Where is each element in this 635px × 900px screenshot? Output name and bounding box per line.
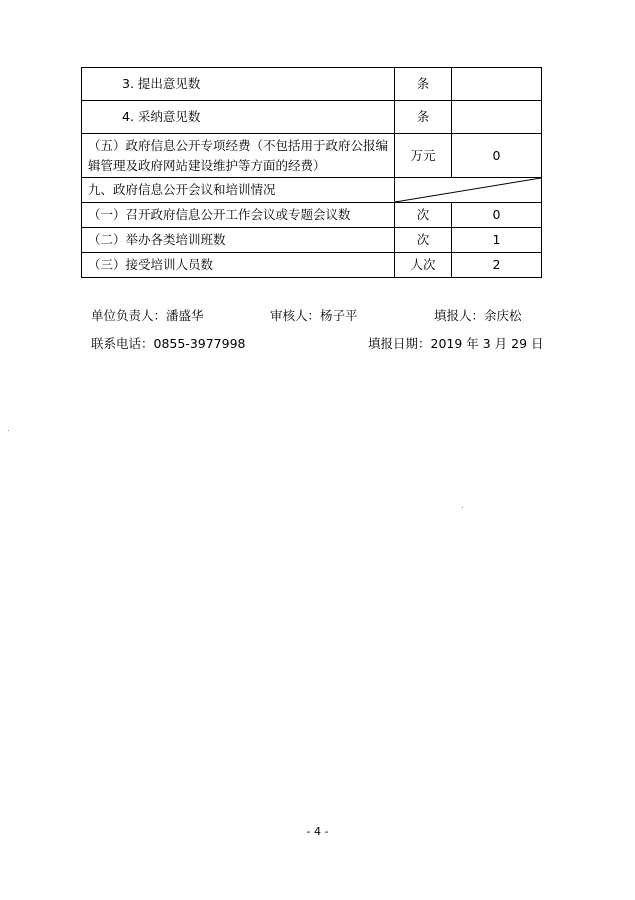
table-row [82, 253, 542, 278]
contact-phone: 联系电话：0855-3977998 [91, 336, 246, 351]
table-row [82, 68, 542, 101]
scan-speck [8, 430, 9, 431]
diagonal-line [395, 178, 541, 202]
row-item-label: （一）召开政府信息公开工作会议或专题会议数 [82, 203, 395, 228]
row-item-label: （五）政府信息公开专项经费（不包括用于政府公报编辑管理及政府网站建设维护等方面的经费） [82, 134, 395, 178]
row-unit: 人次 [395, 253, 452, 278]
table-row [82, 134, 542, 178]
statistics-table [81, 67, 542, 278]
row-unit: 条 [395, 101, 452, 134]
row-unit: 次 [395, 228, 452, 253]
table-row [82, 228, 542, 253]
row-item-label: 3. 提出意见数 [82, 68, 395, 101]
row-value [452, 68, 542, 101]
row-value: 2 [452, 253, 542, 278]
filler: 填报人：余庆松 [434, 308, 522, 323]
row-item-label: （三）接受培训人员数 [82, 253, 395, 278]
row-unit: 万元 [395, 134, 452, 178]
diagonal-cell [395, 178, 542, 203]
row-item-label: 4. 采纳意见数 [82, 101, 395, 134]
row-item-label: （二）举办各类培训班数 [82, 228, 395, 253]
reviewer: 审核人：杨子平 [270, 308, 358, 323]
section-title: 九、政府信息公开会议和培训情况 [82, 178, 395, 203]
fill-date: 填报日期：2019 年 3 月 29 日 [368, 336, 544, 351]
section-header-row [82, 178, 542, 203]
row-value: 0 [452, 134, 542, 178]
page-number: - 4 - [306, 825, 329, 838]
row-unit: 次 [395, 203, 452, 228]
row-value [452, 101, 542, 134]
table-row [82, 203, 542, 228]
responsible-person: 单位负责人：潘盛华 [91, 308, 204, 323]
row-value: 0 [452, 203, 542, 228]
row-unit: 条 [395, 68, 452, 101]
table-row [82, 101, 542, 134]
scan-speck [462, 507, 463, 508]
row-value: 1 [452, 228, 542, 253]
